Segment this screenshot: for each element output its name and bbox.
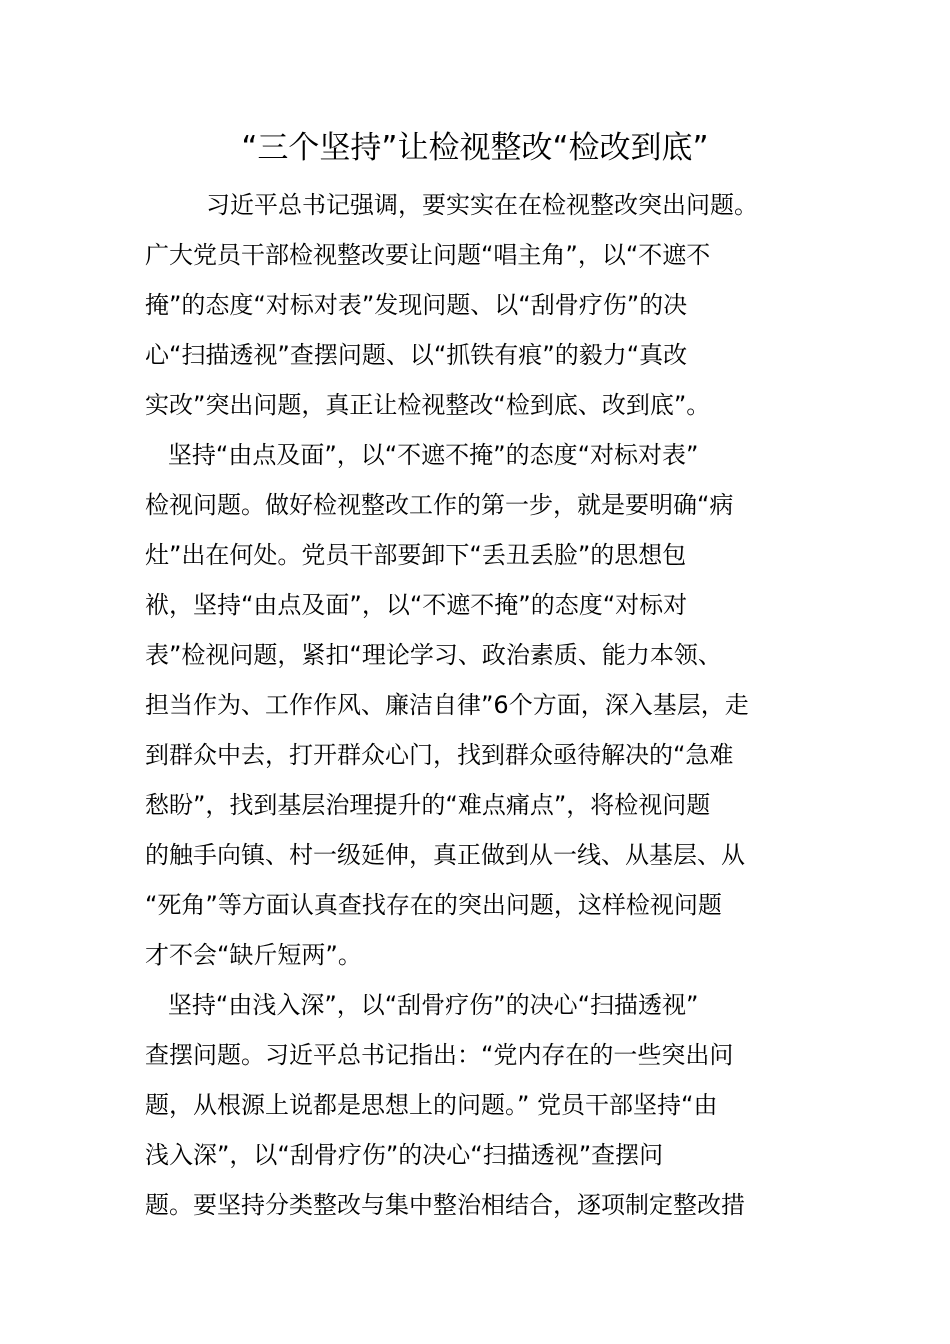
text-line: 袱，坚持“由点及面”，以“不遮不掩”的态度“对标对 xyxy=(145,591,688,619)
text-line: 查摆问题。习近平总书记指出：“党内存在的一些突出问 xyxy=(145,1041,734,1069)
text-line: 坚持“由浅入深”，以“刮骨疗伤”的决心“扫描透视” xyxy=(145,991,699,1019)
text-line: 坚持“由点及面”，以“不遮不掩”的态度“对标对表” xyxy=(145,441,699,469)
text-line: “死角”等方面认真查找存在的突出问题，这样检视问题 xyxy=(145,891,722,919)
text-line: 灶”出在何处。党员干部要卸下“丢丑丢脸”的思想包 xyxy=(145,541,687,569)
text-line: 掩”的态度“对标对表”发现问题、以“刮骨疗伤”的决 xyxy=(145,291,688,319)
article-body xyxy=(145,180,810,1230)
text-line: 到群众中去，打开群众心门，找到群众亟待解决的“急难 xyxy=(145,741,734,769)
text-line: 的触手向镇、村一级延伸，真正做到从一线、从基层、从 xyxy=(145,841,745,869)
text-line: 广大党员干部检视整改要让问题“唱主角”，以“不遮不 xyxy=(145,241,711,269)
text-line: 题。要坚持分类整改与集中整治相结合，逐项制定整改措 xyxy=(145,1191,745,1219)
text-line: 习近平总书记强调，要实实在在检视整改突出问题。 xyxy=(145,191,759,219)
text-line: 浅入深”，以“刮骨疗伤”的决心“扫描透视”查摆问 xyxy=(145,1141,664,1169)
text-line: 才不会“缺斤短两”。 xyxy=(145,941,362,969)
text-line: 题，从根源上说都是思想上的问题。” 党员干部坚持“由 xyxy=(145,1091,718,1119)
text-line: 心“扫描透视”查摆问题、以“抓铁有痕”的毅力“真改 xyxy=(145,341,688,369)
text-line: 愁盼”，找到基层治理提升的“难点痛点”，将检视问题 xyxy=(145,791,711,819)
text-line: 检视问题。做好检视整改工作的第一步，就是要明确“病 xyxy=(145,491,734,519)
text-line: 表”检视问题，紧扣“理论学习、政治素质、能力本领、 xyxy=(145,641,722,669)
page-title: “三个坚持”让检视整改“检改到底” xyxy=(241,130,709,166)
text-line: 担当作为、工作作风、廉洁自律”6个方面，深入基层，走 xyxy=(145,691,749,719)
text-line: 实改”突出问题，真正让检视整改“检到底、改到底”。 xyxy=(145,391,711,419)
